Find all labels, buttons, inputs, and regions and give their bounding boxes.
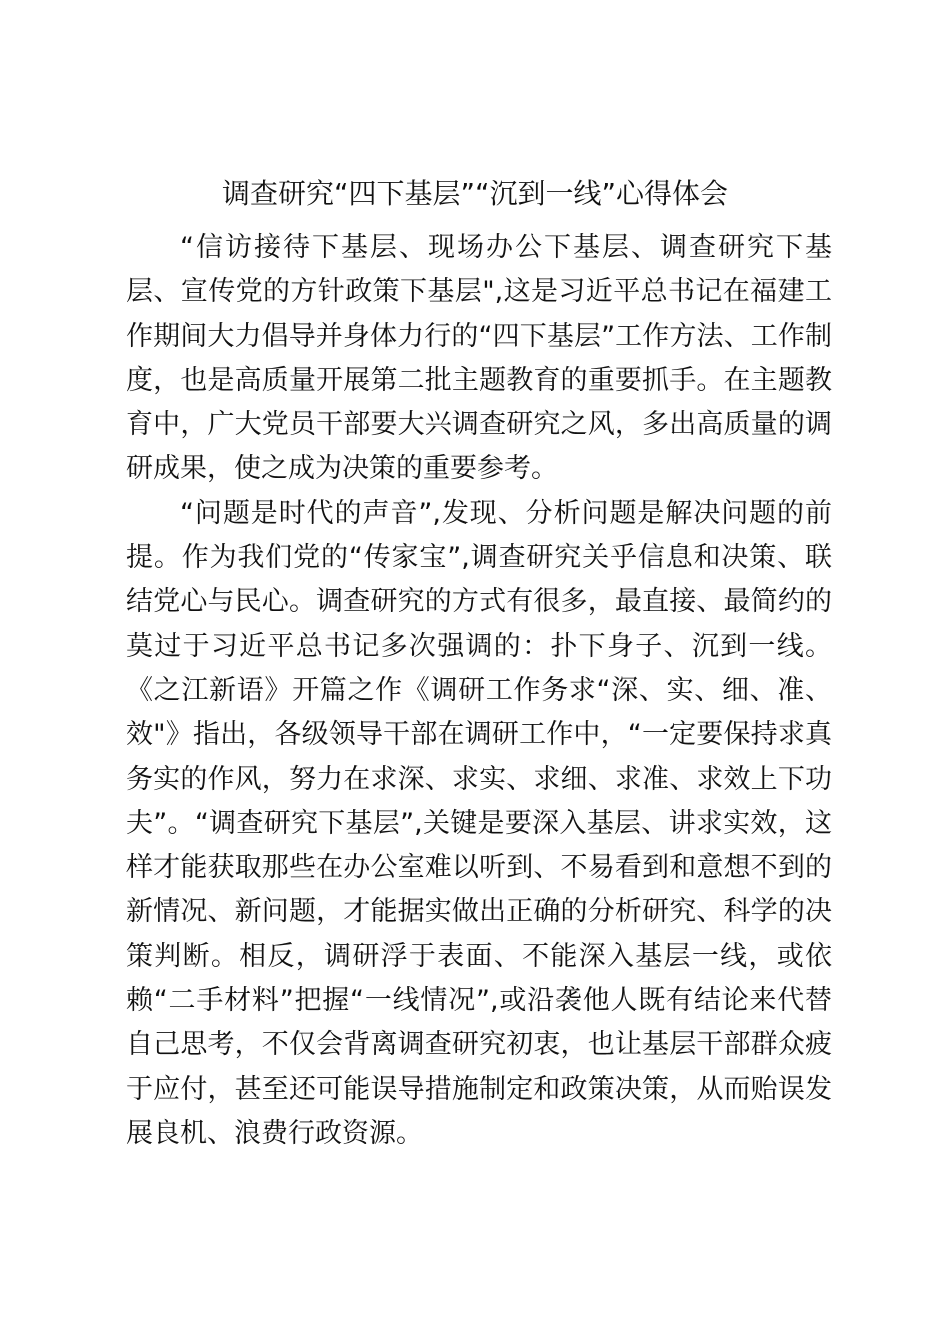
document-body xyxy=(126,226,832,1156)
paragraph-2: “问题是时代的声音”,发现、分析问题是解决问题的前提。作为我们党的“传家宝”,调查研究关乎信息和决策、联结党心与民心。调查研究的方式有很多，最直接、最简约的莫过于习近平总书记多次强调的：扑下身子、沉到一线。《之江新语》开篇之作《调研工作务求“深、实、细、准、效"》指出，各级领导干部在调研工作中，“一定要保持求真务实的作风，努力在求深、求实、求细、求准、求效上下功夫”。“调查研究下基层”,关键是要深入基层、讲求实效，这样才能获取那些在办公室难以听到、不易看到和意想不到的新情况、新问题，才能据实做出正确的分析研究、科学的决策判断。相反，调研浮于表面、不能深入基层一线，或依赖“二手材料”把握“一线情况”,或沿袭他人既有结论来代替自己思考，不仅会背离调查研究初衷，也让基层干部群众疲于应付，甚至还可能误导措施制定和政策决策，从而贻误发展良机、浪费行政资源。 xyxy=(126,497,832,1149)
paragraph-1: “信访接待下基层、现场办公下基层、调查研究下基层、宣传党的方针政策下基层",这是习近平总书记在福建工作期间大力倡导并身体力行的“四下基层”工作方法、工作制度，也是高质量开展第二批主题教育的重要抓手。在主题教育中，广大党员干部要大兴调查研究之风，多出高质量的调研成果，使之成为决策的重要参考。 xyxy=(126,232,832,485)
document-title: 调查研究“四下基层”“沉到一线”心得体会 xyxy=(221,177,729,210)
